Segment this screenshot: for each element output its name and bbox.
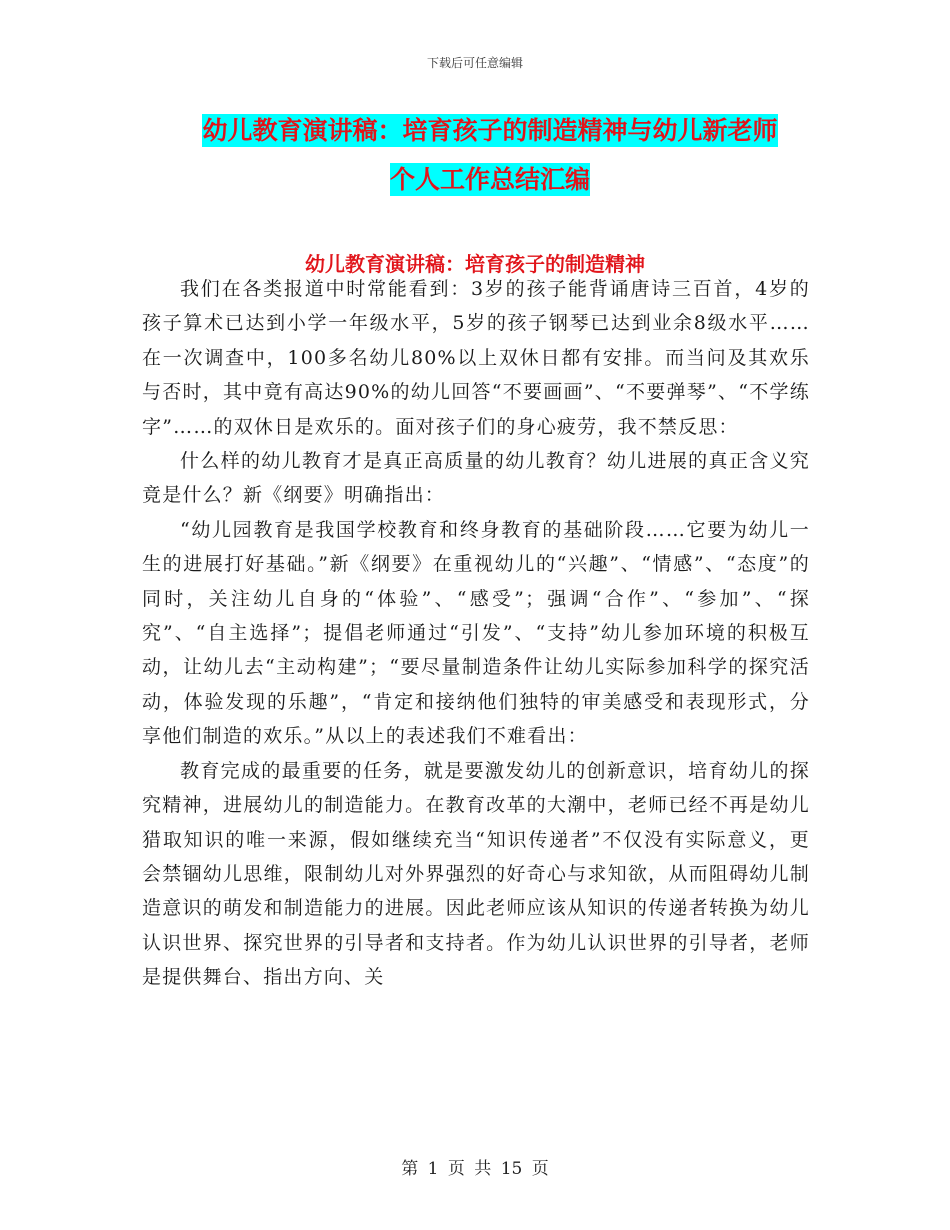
paragraph: “幼儿园教育是我国学校教育和终身教育的基础阶段……它要为幼儿一生的进展打好基础。”新《纲要》在重视幼儿的“兴趣”、“情感”、“态度”的同时，关注幼儿自身的“体验”、“感受”；强调“合作”、“参加”、“探究”、“自主选择”；提倡老师通过“引发”、“支持”幼儿参加环境的积极互动，让幼儿去“主动构建”；“要尽量制造条件让幼儿实际参加科学的探究活动，体验发现的乐趣”，“肯定和接纳他们独特的审美感受和表现形式，分享他们制造的欢乐。”从以上的表述我们不难看出：	[142, 518, 810, 748]
paragraph: 什么样的幼儿教育才是真正高质量的幼儿教育？幼儿进展的真正含义究竟是什么？新《纲要》明确指出：	[142, 450, 810, 507]
document-title-line-2: 个人工作总结汇编	[389, 165, 590, 194]
paragraph: 教育完成的最重要的任务，就是要激发幼儿的创新意识，培育幼儿的探究精神，进展幼儿的制造能力。在教育改革的大潮中，老师已经不再是幼儿猎取知识的唯一来源，假如继续充当“知识传递者”不仅没有实际意义，更会禁锢幼儿思维，限制幼儿对外界强烈的好奇心与求知欲，从而阻碍幼儿制造意识的萌发和制造能力的进展。因此老师应该从知识的传递者转换为幼儿认识世界、探究世界的引导者和支持者。作为幼儿认识世界的引导者，老师是提供舞台、指出方向、关	[142, 759, 810, 989]
section-title: 幼儿教育演讲稿：培育孩子的制造精神	[305, 252, 645, 276]
page-number: 第 1 页 共 15 页	[401, 1159, 549, 1179]
header-note: 下载后可任意编辑	[426, 56, 523, 70]
document-title	[140, 106, 840, 204]
document-title-line-1: 幼儿教育演讲稿：培育孩子的制造精神与幼儿新老师	[202, 116, 778, 145]
document-body	[142, 272, 810, 995]
paragraph: 我们在各类报道中时常能看到：3岁的孩子能背诵唐诗三百首，4岁的孩子算术已达到小学一年级水平，5岁的孩子钢琴已达到业余8级水平……在一次调查中，100多名幼儿80%以上双休日都有安排。而当问及其欢乐与否时，其中竟有高达90%的幼儿回答“不要画画”、“不要弹琴”、“不学练字”……的双休日是欢乐的。面对孩子们的身心疲劳，我不禁反思：	[142, 278, 810, 438]
